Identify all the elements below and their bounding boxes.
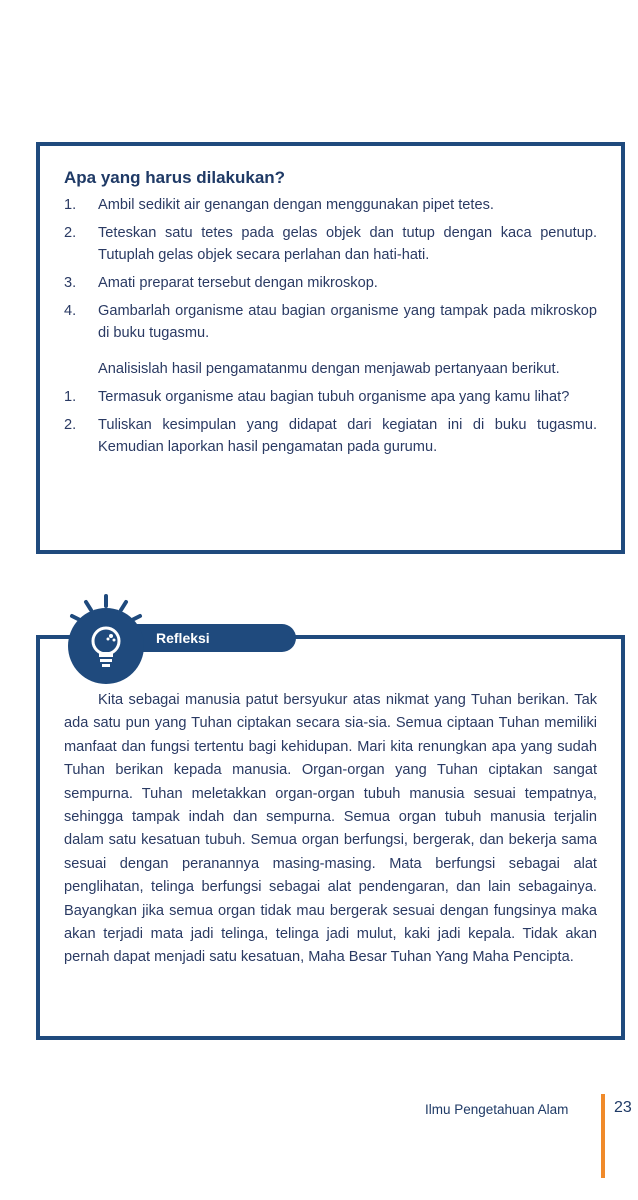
list-text: Gambarlah organisme atau bagian organisme yang tampak pada mikroskop di buku tugasmu. (98, 303, 597, 341)
footer-book-title: Ilmu Pengetahuan Alam (425, 1102, 569, 1117)
reflection-text: Kita sebagai manusia patut bersyukur atas nikmat yang Tuhan berikan. Tak ada satu pun yang Tuhan ciptakan secara sia-sia. Semua ciptaan Tuhan memiliki manfaat dan fungsi tertentu bagi kehidupan. Mari kita renungkan apa yang sudah Tuhan berikan kepada manusia. Organ-organ yang Tuhan ciptakan sangat sempurna. Tuhan meletakkan organ-organ tubuh manusia sesuai tempatnya, sehingga tampak indah dan sempurna. Semua organ tubuh manusia terjalin dalam satu kesatuan tubuh. Semua organ berfungsi, bergerak, dan bekerja sama sesuai dengan peranannya masing-masing. Mata berfungsi sebagai alat penglihatan, telinga berfungsi sebagai alat pendengaran, dan lain sebagainya. Bayangkan jika semua organ tidak mau bergerak sesuai dengan fungsinya maka akan terjadi mata jadi telinga, telinga jadi mulut, kaki jadi kepala. Tidak akan pernah dapat menjadi satu kesatuan, Maha Besar Tuhan Yang Maha Pencipta. (64, 692, 597, 966)
list-number: 1. (64, 197, 77, 213)
list-number: 3. (64, 275, 77, 291)
reflection-box (36, 635, 625, 1040)
list-text: Termasuk organisme atau bagian tubuh organisme apa yang kamu lihat? (98, 389, 570, 405)
lightbulb-badge (68, 608, 144, 684)
footer-divider (601, 1094, 605, 1178)
list-number: 2. (64, 417, 77, 433)
list-item (64, 194, 597, 216)
reflection-label: Refleksi (110, 624, 296, 652)
analysis-intro: Analisislah hasil pengamatanmu dengan menjawab pertanyaan berikut. (98, 361, 560, 377)
list-text: Tuliskan kesimpulan yang didapat dari kegiatan ini di buku tugasmu. Kemudian laporkan hasil pengamatan pada gurumu. (98, 417, 597, 455)
list-item (64, 300, 597, 344)
list-text: Amati preparat tersebut dengan mikroskop. (98, 275, 378, 291)
list-item (64, 414, 597, 458)
questions-list (64, 386, 597, 458)
list-item (64, 272, 597, 294)
activity-box (36, 142, 625, 554)
list-number: 1. (64, 389, 77, 405)
list-number: 4. (64, 303, 77, 319)
list-item (64, 222, 597, 266)
list-number: 2. (64, 225, 77, 241)
list-item (64, 386, 597, 408)
list-text: Ambil sedikit air genangan dengan menggunakan pipet tetes. (98, 197, 494, 213)
steps-list (64, 194, 597, 344)
list-text: Teteskan satu tetes pada gelas objek dan tutup dengan kaca penutup. Tutuplah gelas objek secara perlahan dan hati-hati. (98, 225, 597, 263)
lightbulb-icon (68, 608, 144, 684)
page-number: 23 (614, 1099, 632, 1116)
activity-heading: Apa yang harus dilakukan? (64, 168, 286, 187)
